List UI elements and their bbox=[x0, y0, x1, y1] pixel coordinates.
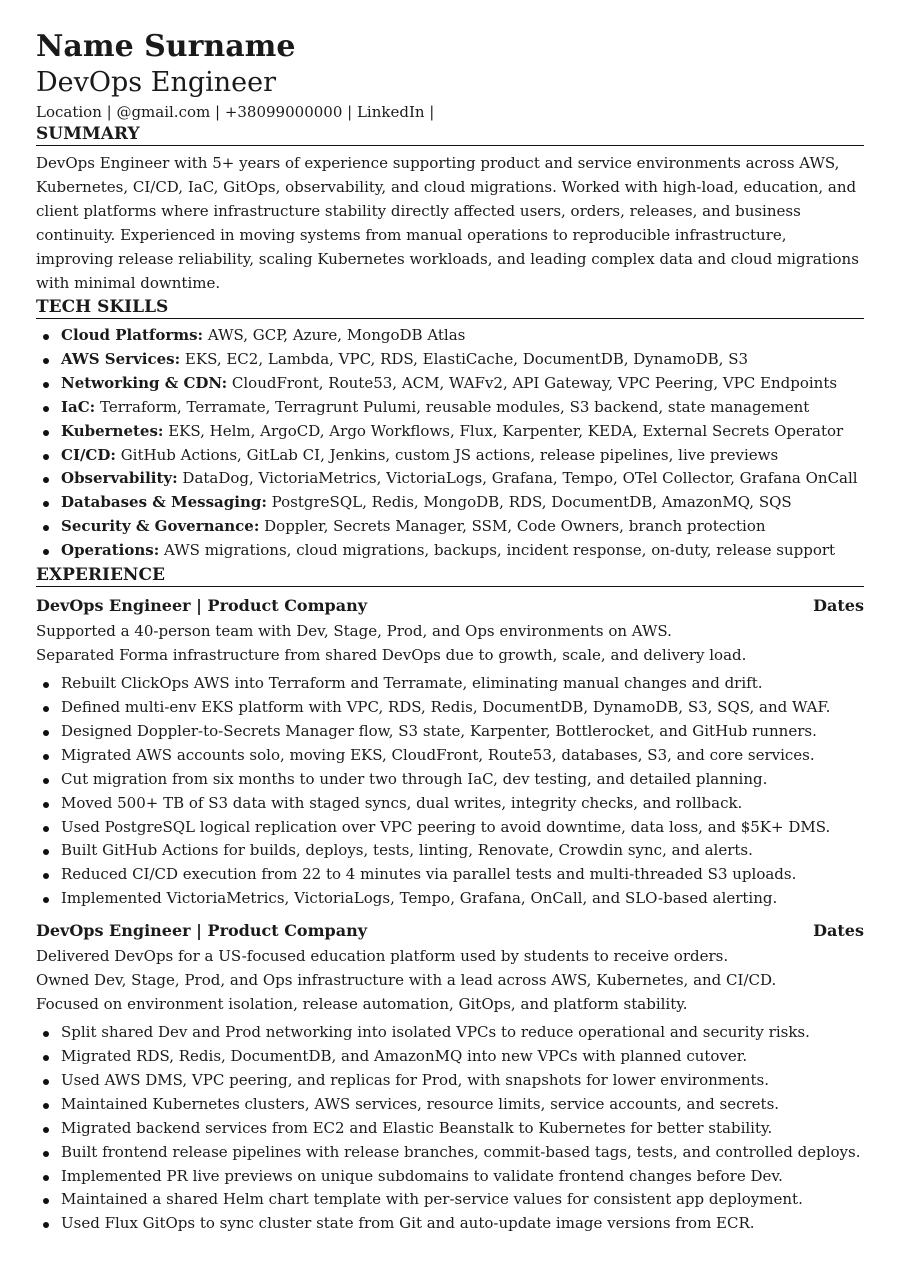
skill-item bbox=[61, 372, 864, 396]
skill-values: AWS migrations, cloud migrations, backups, incident response, on-duty, release support bbox=[159, 541, 836, 560]
job-bullet: Maintained a shared Helm chart template with per-service values for consistent app deployment. bbox=[61, 1188, 864, 1212]
job-bullet: Built frontend release pipelines with release branches, commit-based tags, tests, and controlled deploys. bbox=[61, 1141, 864, 1165]
job-intro-line: Focused on environment isolation, release automation, GitOps, and platform stability. bbox=[36, 995, 688, 1014]
skill-category: CI/CD: bbox=[61, 445, 116, 464]
experience-heading: EXPERIENCE bbox=[36, 565, 864, 587]
job-bullet: Maintained Kubernetes clusters, AWS services, resource limits, service accounts, and secrets. bbox=[61, 1093, 864, 1117]
job-bullet: Implemented VictoriaMetrics, VictoriaLogs, Tempo, Grafana, OnCall, and SLO-based alerting. bbox=[61, 887, 864, 911]
job-bullet: Used Flux GitOps to sync cluster state from Git and auto-update image versions from ECR. bbox=[61, 1212, 864, 1236]
skill-values: Doppler, Secrets Manager, SSM, Code Owners, branch protection bbox=[259, 517, 766, 536]
skill-values: EKS, EC2, Lambda, VPC, RDS, ElastiCache, DocumentDB, DynamoDB, S3 bbox=[180, 349, 749, 368]
job-bullet: Used PostgreSQL logical replication over VPC peering to avoid downtime, data loss, and $5K+ DMS. bbox=[61, 816, 864, 840]
skill-category: Databases & Messaging: bbox=[61, 493, 267, 512]
job-bullet: Implemented PR live previews on unique subdomains to validate frontend changes before Dev. bbox=[61, 1165, 864, 1189]
job-bullet: Cut migration from six months to under two through IaC, dev testing, and detailed planning. bbox=[61, 768, 864, 792]
skill-item bbox=[61, 324, 864, 348]
skill-item bbox=[61, 444, 864, 468]
skill-category: AWS Services: bbox=[61, 349, 181, 368]
job-bullet: Split shared Dev and Prod networking into isolated VPCs to reduce operational and security risks. bbox=[61, 1021, 864, 1045]
skill-category: Security & Governance: bbox=[61, 517, 260, 536]
skill-values: AWS, GCP, Azure, MongoDB Atlas bbox=[203, 326, 466, 344]
skill-values: DataDog, VictoriaMetrics, VictoriaLogs, Grafana, Tempo, OTel Collector, Grafana OnCall bbox=[177, 469, 858, 488]
job-bullet: Defined multi-env EKS platform with VPC, RDS, Redis, DocumentDB, DynamoDB, S3, SQS, and WAF. bbox=[61, 696, 864, 720]
summary-text: DevOps Engineer with 5+ years of experience supporting product and service environments across AWS, Kubernetes, CI/CD, IaC, GitOps, observability, and cloud migrations. Worked with high-load, education, and client platforms where infrastructure stability directly affected users, orders, releases, and business continuity. Experienced in moving systems from manual operations to reproducible infrastructure, improving release reliability, scaling Kubernetes workloads, and leading complex data and cloud migrations with minimal downtime. bbox=[36, 154, 859, 292]
job-intro-line: Owned Dev, Stage, Prod, and Ops infrastructure with a lead across AWS, Kubernetes, and CI/CD. bbox=[36, 971, 777, 990]
job-entry bbox=[36, 595, 864, 911]
skill-values: GitHub Actions, GitLab CI, Jenkins, custom JS actions, release pipelines, live previews bbox=[115, 445, 779, 464]
skill-item bbox=[61, 539, 864, 563]
job-bullet: Migrated backend services from EC2 and Elastic Beanstalk to Kubernetes for better stability. bbox=[61, 1117, 864, 1141]
job-bullet-list bbox=[36, 672, 864, 911]
skill-values: CloudFront, Route53, ACM, WAFv2, API Gateway, VPC Peering, VPC Endpoints bbox=[227, 373, 838, 392]
job-entry bbox=[36, 920, 864, 1236]
job-dates: Dates bbox=[813, 596, 864, 616]
skill-values: EKS, Helm, ArgoCD, Argo Workflows, Flux, Karpenter, KEDA, External Secrets Operator bbox=[163, 421, 844, 440]
skill-item bbox=[61, 515, 864, 539]
job-title: DevOps Engineer | Product Company bbox=[36, 596, 368, 616]
tech-skills-heading: TECH SKILLS bbox=[36, 297, 864, 319]
candidate-name: Name Surname bbox=[36, 29, 296, 64]
skill-category: Cloud Platforms: bbox=[61, 326, 204, 344]
candidate-role: DevOps Engineer bbox=[36, 67, 277, 98]
job-header bbox=[36, 595, 864, 617]
skill-item bbox=[61, 396, 864, 420]
skill-category: Networking & CDN: bbox=[61, 373, 228, 392]
skill-item bbox=[61, 420, 864, 444]
contact-line: Location | @gmail.com | +38099000000 | LinkedIn | bbox=[36, 103, 435, 121]
skill-category: IaC: bbox=[61, 397, 96, 416]
job-intro-line: Delivered DevOps for a US-focused education platform used by students to receive orders. bbox=[36, 947, 729, 966]
job-bullet: Migrated AWS accounts solo, moving EKS, CloudFront, Route53, databases, S3, and core services. bbox=[61, 744, 864, 768]
skill-values: PostgreSQL, Redis, MongoDB, RDS, DocumentDB, AmazonMQ, SQS bbox=[266, 493, 792, 512]
skill-item bbox=[61, 348, 864, 372]
skill-category: Operations: bbox=[61, 541, 160, 560]
job-bullet: Reduced CI/CD execution from 22 to 4 minutes via parallel tests and multi-threaded S3 uploads. bbox=[61, 863, 864, 887]
tech-skills-list bbox=[36, 324, 864, 563]
job-bullet: Migrated RDS, Redis, DocumentDB, and AmazonMQ into new VPCs with planned cutover. bbox=[61, 1045, 864, 1069]
job-title: DevOps Engineer | Product Company bbox=[36, 921, 368, 941]
job-bullet: Rebuilt ClickOps AWS into Terraform and Terramate, eliminating manual changes and drift. bbox=[61, 672, 864, 696]
job-dates: Dates bbox=[813, 921, 864, 941]
summary-heading: SUMMARY bbox=[36, 124, 864, 146]
job-bullet: Designed Doppler-to-Secrets Manager flow, S3 state, Karpenter, Bottlerocket, and GitHub runners. bbox=[61, 720, 864, 744]
job-bullet: Moved 500+ TB of S3 data with staged syncs, dual writes, integrity checks, and rollback. bbox=[61, 792, 864, 816]
job-intro-line: Separated Forma infrastructure from shared DevOps due to growth, scale, and delivery load. bbox=[36, 646, 747, 665]
job-intro-line: Supported a 40-person team with Dev, Stage, Prod, and Ops environments on AWS. bbox=[36, 622, 672, 641]
skill-item bbox=[61, 467, 864, 491]
skill-values: Terraform, Terramate, Terragrunt Pulumi, reusable modules, S3 backend, state management bbox=[95, 397, 810, 416]
skill-category: Observability: bbox=[61, 469, 178, 488]
job-bullet: Built GitHub Actions for builds, deploys, tests, linting, Renovate, Crowdin sync, and alerts. bbox=[61, 839, 864, 863]
skill-category: Kubernetes: bbox=[61, 421, 164, 440]
skill-item bbox=[61, 491, 864, 515]
job-bullet-list bbox=[36, 1021, 864, 1236]
job-header bbox=[36, 920, 864, 942]
job-bullet: Used AWS DMS, VPC peering, and replicas for Prod, with snapshots for lower environments. bbox=[61, 1069, 864, 1093]
